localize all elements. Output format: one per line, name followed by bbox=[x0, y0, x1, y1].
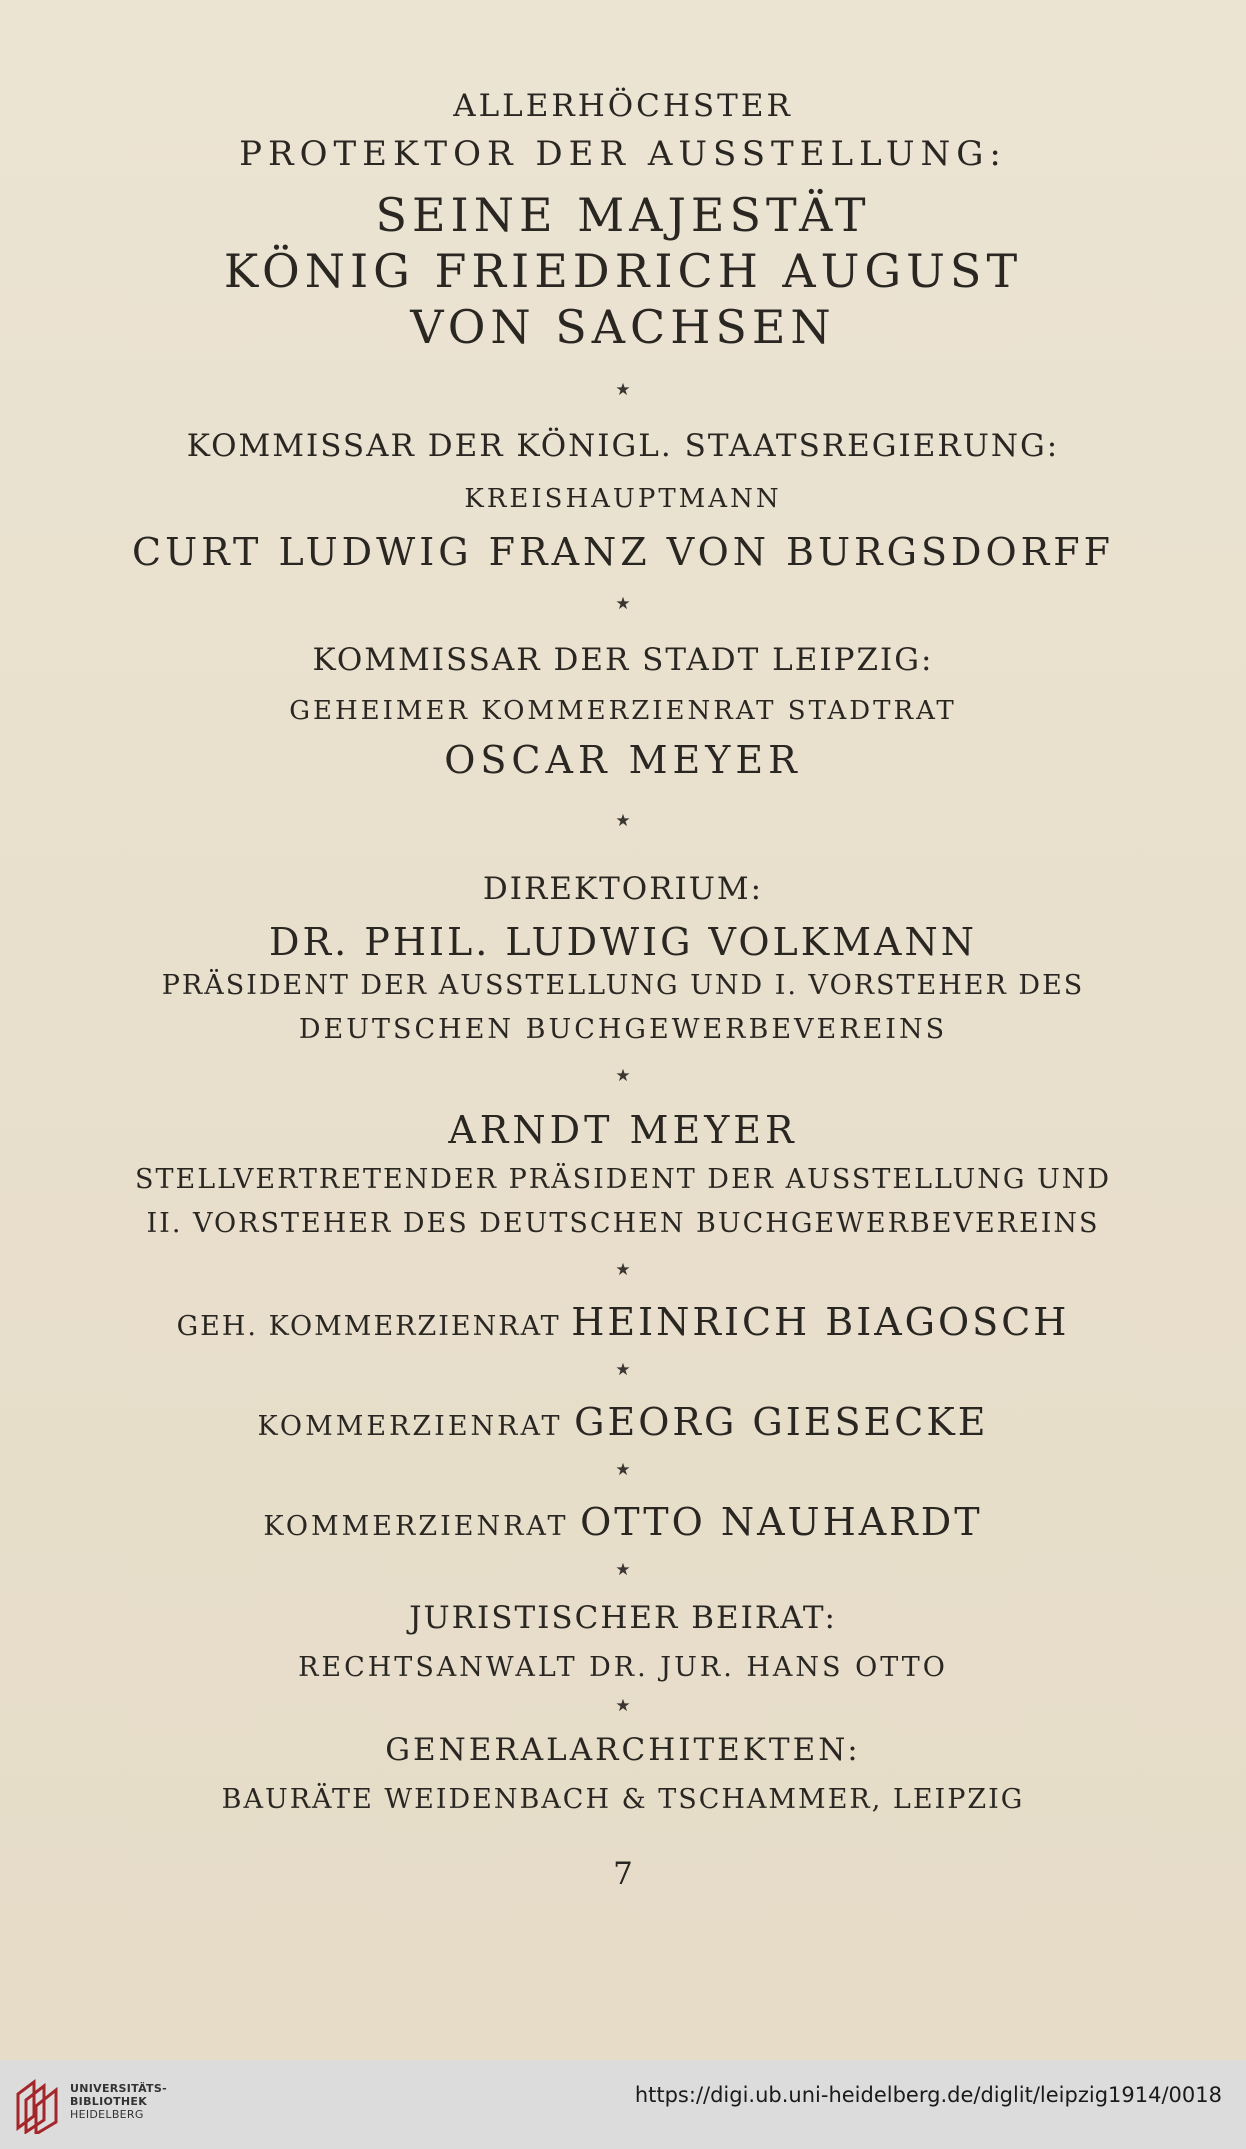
heading-protektor: PROTEKTOR DER AUSSTELLUNG: bbox=[239, 134, 1007, 174]
library-name-line: BIBLIOTHEK bbox=[70, 2095, 148, 2108]
separator-star: ★ bbox=[615, 380, 631, 400]
heading-direktorium: DIREKTORIUM: bbox=[482, 871, 764, 907]
name-weidenbach-tschammer: BAURÄTE WEIDENBACH & TSCHAMMER, LEIPZIG bbox=[221, 1784, 1025, 1815]
library-name-line: HEIDELBERG bbox=[70, 2108, 144, 2121]
heading-allerhoechster: ALLERHÖCHSTER bbox=[453, 88, 793, 124]
university-library-logo-icon bbox=[12, 2076, 64, 2134]
footer-bar bbox=[0, 2060, 1246, 2149]
title-stellvertretender: STELLVERTRETENDER PRÄSIDENT DER AUSSTELLUNG UND bbox=[134, 1164, 1112, 1195]
name-oscar-meyer: OSCAR MEYER bbox=[444, 738, 802, 782]
library-name bbox=[70, 2082, 167, 2121]
page-number: 7 bbox=[613, 1856, 633, 1892]
title-kommerzienrat: KOMMERZIENRAT bbox=[257, 1411, 563, 1442]
title-geh-kommerzienrat: GEH. KOMMERZIENRAT bbox=[176, 1311, 561, 1342]
heading-generalarchitekten: GENERALARCHITEKTEN: bbox=[385, 1732, 861, 1768]
name-heinrich-biagosch: HEINRICH BIAGOSCH bbox=[571, 1300, 1070, 1344]
title-ii-vorsteher: II. VORSTEHER DES DEUTSCHEN BUCHGEWERBEVEREINS bbox=[146, 1208, 1100, 1239]
heading-kommissar-stadt: KOMMISSAR DER STADT LEIPZIG: bbox=[312, 642, 934, 678]
name-burgsdorff: CURT LUDWIG FRANZ VON BURGSDORFF bbox=[132, 530, 1114, 574]
heading-kommissar-staatsregierung: KOMMISSAR DER KÖNIGL. STAATSREGIERUNG: bbox=[186, 428, 1060, 464]
name-volkmann: DR. PHIL. LUDWIG VOLKMANN bbox=[269, 920, 977, 964]
source-url-link[interactable]: https://digi.ub.uni-heidelberg.de/diglit/leipzig1914/0018 bbox=[634, 2083, 1222, 2107]
separator-star: ★ bbox=[615, 1260, 631, 1280]
name-otto-nauhardt: OTTO NAUHARDT bbox=[580, 1500, 983, 1544]
heading-juristischer-beirat: JURISTISCHER BEIRAT: bbox=[409, 1600, 837, 1636]
entry-nauhardt bbox=[0, 1500, 1246, 1544]
separator-star: ★ bbox=[615, 594, 631, 614]
title-kreishauptmann: KREISHAUPTMANN bbox=[464, 484, 782, 514]
name-arndt-meyer: ARNDT MEYER bbox=[448, 1108, 798, 1152]
name-koenig-friedrich-august: KÖNIG FRIEDRICH AUGUST bbox=[223, 244, 1023, 298]
separator-star: ★ bbox=[615, 1696, 631, 1716]
separator-star: ★ bbox=[615, 1360, 631, 1380]
separator-star: ★ bbox=[615, 1066, 631, 1086]
separator-star: ★ bbox=[615, 811, 631, 831]
name-seine-majestaet: SEINE MAJESTÄT bbox=[375, 188, 871, 242]
title-buchgewerbevereins: DEUTSCHEN BUCHGEWERBEVEREINS bbox=[298, 1014, 948, 1045]
title-geheimer-kommerzienrat: GEHEIMER KOMMERZIENRAT STADTRAT bbox=[289, 696, 957, 726]
library-name-line: UNIVERSITÄTS- bbox=[70, 2082, 167, 2095]
entry-giesecke bbox=[0, 1400, 1246, 1444]
entry-biagosch bbox=[0, 1300, 1246, 1344]
title-praesident: PRÄSIDENT DER AUSSTELLUNG UND I. VORSTEHER DES bbox=[161, 970, 1085, 1001]
name-hans-otto: RECHTSANWALT DR. JUR. HANS OTTO bbox=[298, 1652, 948, 1683]
separator-star: ★ bbox=[615, 1560, 631, 1580]
name-von-sachsen: VON SACHSEN bbox=[410, 300, 836, 354]
separator-star: ★ bbox=[615, 1460, 631, 1480]
title-kommerzienrat: KOMMERZIENRAT bbox=[263, 1511, 569, 1542]
name-georg-giesecke: GEORG GIESECKE bbox=[574, 1400, 989, 1444]
